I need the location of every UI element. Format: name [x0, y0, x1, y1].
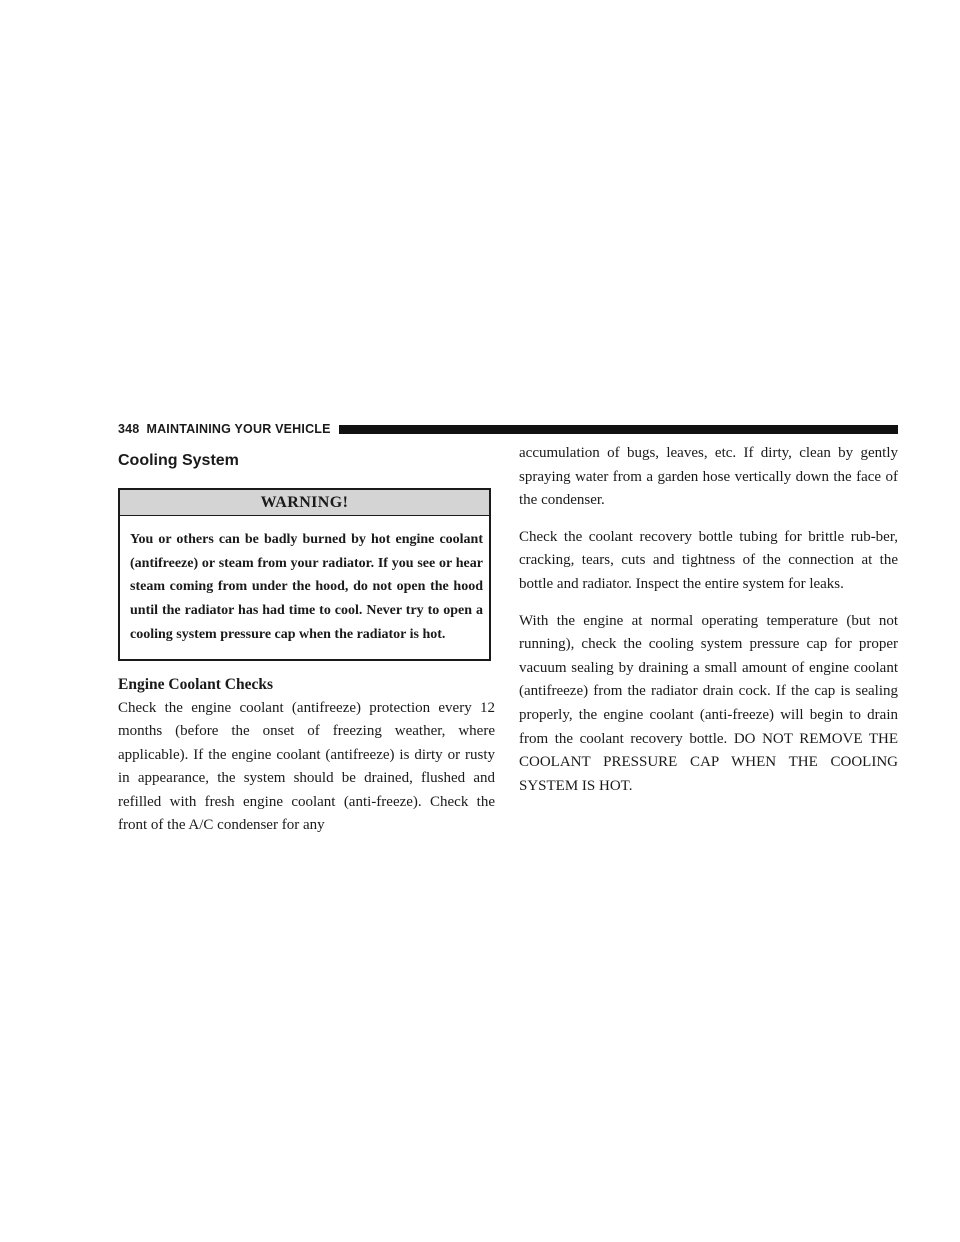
section-title: Cooling System — [118, 452, 239, 469]
warning-text: You or others can be badly burned by hot engine coolant (antifreeze) or steam from your radiator. If you see or hear steam coming from under the hood, do not open the hood until the radiator has had time to cool. Never try to open a cooling system pressure cap when the radiator is hot. — [130, 532, 483, 642]
page-number: 348 — [118, 422, 140, 436]
paragraph: Check the coolant recovery bottle tubing for brittle rub-ber, cracking, tears, cuts and tightness of the connection at the bottle and radiator. Inspect the entire system for leaks. — [519, 528, 898, 592]
subsection-heading: Engine Coolant Checks — [118, 675, 274, 693]
right-column — [519, 442, 898, 811]
warning-title: WARNING! — [120, 490, 489, 516]
paragraph: With the engine at normal operating temperature (but not running), check the cooling system pressure cap for proper vacuum sealing by draining a small amount of engine coolant (antifreeze) from the radiator drain cock. If the cap is sealing properly, the engine coolant (anti-freeze) will begin to drain from the coolant recovery bottle. DO NOT REMOVE THE COOLANT PRESSURE CAP WHEN THE COOLING SYSTEM IS HOT. — [519, 612, 898, 794]
paragraph: Check the engine coolant (antifreeze) protection every 12 months (before the onset of freezing weather, where applicable). If the engine coolant (antifreeze) is dirty or rusty in appearance, the system should be drained, flushed and refilled with fresh engine coolant (anti-freeze). Check the front of the A/C condenser for any — [118, 699, 495, 834]
paragraph: accumulation of bugs, leaves, etc. If dirty, clean by gently spraying water from a garden hose vertically down the face of the condenser. — [519, 445, 898, 509]
running-section-title: MAINTAINING YOUR VEHICLE — [146, 422, 331, 436]
page-header — [118, 421, 898, 437]
left-column — [118, 450, 495, 851]
header-rule — [339, 425, 898, 434]
warning-box — [118, 488, 491, 661]
